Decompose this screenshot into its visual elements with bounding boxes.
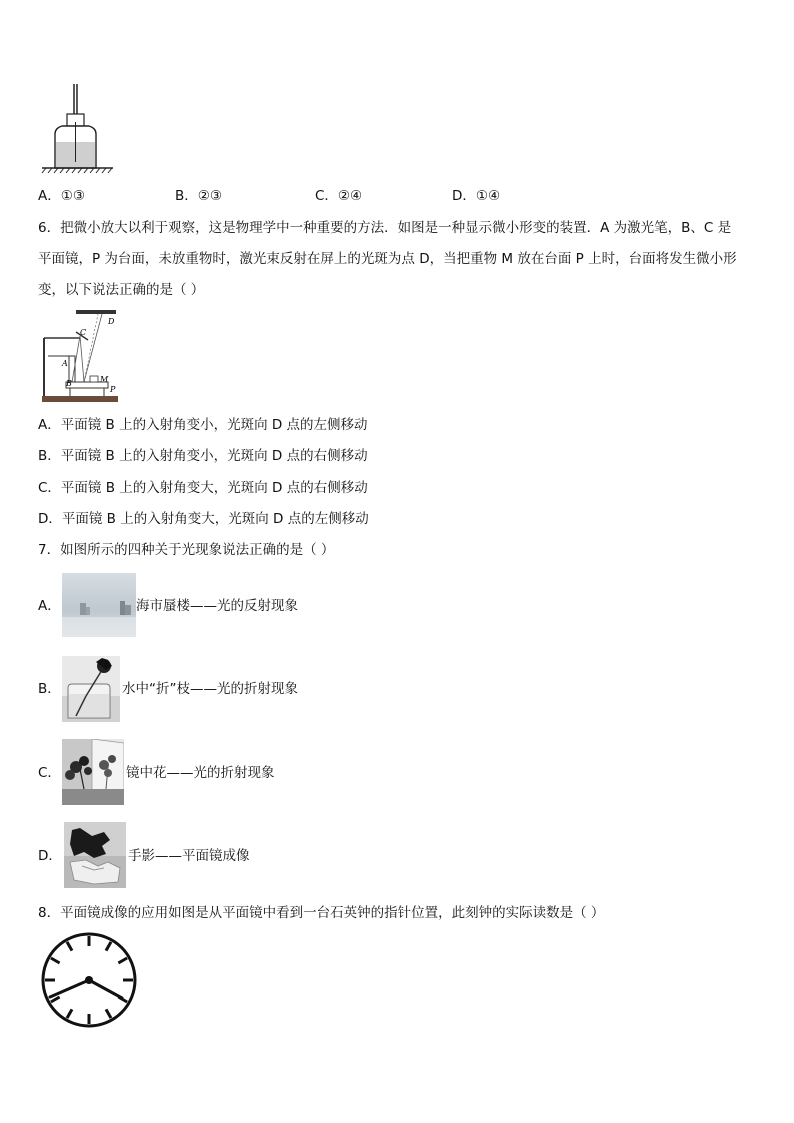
q6-label-d: D: [108, 317, 115, 326]
q7-option-c-caption: 镜中花——光的折射现象: [126, 765, 275, 781]
q7-option-a-letter: A．: [38, 598, 61, 614]
q6-label-a: A: [62, 359, 68, 368]
q7-option-b-letter: B．: [38, 681, 61, 697]
q5-option-c: C．②④: [315, 188, 363, 204]
q6-label-p: P: [110, 385, 116, 394]
q6-label-m: M: [100, 375, 109, 384]
q7-bent-stick-photo: [62, 656, 120, 722]
q7-hand-shadow-photo: [64, 822, 126, 888]
q5-option-a: A．①③: [38, 188, 85, 204]
q7-mirror-flower-photo: [62, 739, 124, 805]
q7-mirage-photo: [62, 573, 136, 637]
q5-apparatus-figure: [40, 82, 115, 174]
q6-laser-apparatus-figure: [40, 308, 122, 406]
q5-option-b: B．②③: [175, 188, 222, 204]
q7-option-b-caption: 水中“折”枝——光的折射现象: [122, 681, 298, 697]
q6-option-c: C．平面镜 B 上的入射角变大，光斑向 D 点的右侧移动: [38, 480, 368, 496]
q8-mirrored-clock-figure: [38, 930, 140, 1030]
q6-label-c: C: [80, 328, 87, 337]
q7-option-d-letter: D．: [38, 848, 62, 864]
q6-option-b: B．平面镜 B 上的入射角变小，光斑向 D 点的右侧移动: [38, 448, 368, 464]
q6-label-b: B: [66, 379, 72, 388]
q8-stem: 8．平面镜成像的应用如图是从平面镜中看到一台石英钟的指针位置，此刻钟的实际读数是（ ）: [38, 905, 605, 921]
q7-option-a-caption: 海市蜃楼——光的反射现象: [136, 598, 298, 614]
q6-option-d: D．平面镜 B 上的入射角变大，光斑向 D 点的左侧移动: [38, 511, 369, 527]
q7-option-c-letter: C．: [38, 765, 61, 781]
q6-stem-line-2: 平面镜，P 为台面，未放重物时，激光束反射在屏上的光斑为点 D，当把重物 M 放在台面 P 上时，台面将发生微小形: [38, 251, 737, 267]
q7-option-d-caption: 手影——平面镜成像: [128, 848, 250, 864]
q7-stem: 7．如图所示的四种关于光现象说法正确的是（ ）: [38, 542, 335, 558]
q6-option-a: A．平面镜 B 上的入射角变小，光斑向 D 点的左侧移动: [38, 417, 368, 433]
q6-stem-line-3: 变，以下说法正确的是（ ）: [38, 282, 205, 298]
q5-option-d: D．①④: [452, 188, 501, 204]
q6-stem-line-1: 6．把微小放大以利于观察，这是物理学中一种重要的方法．如图是一种显示微小形变的装置．A 为激光笔，B、C 是: [38, 220, 732, 236]
